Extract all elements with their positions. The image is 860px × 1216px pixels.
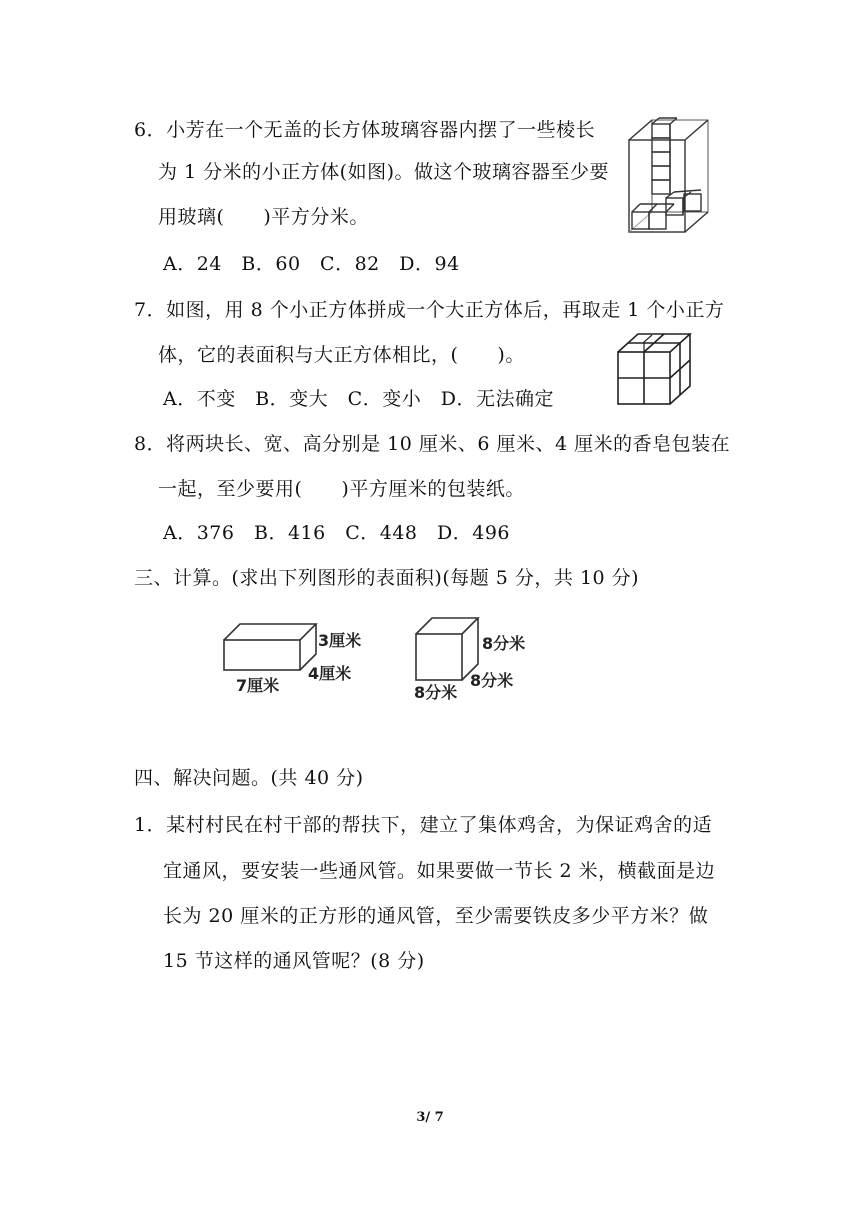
q6-options: A．24 B．60 C．82 D．94 <box>163 253 460 275</box>
q8-options: A．376 B．416 C．448 D．496 <box>163 522 511 544</box>
q6-line-2: 为 1 分米的小正方体(如图)。做这个玻璃容器至少要 <box>158 161 609 183</box>
cuboid-height-label: 3厘米 <box>318 631 362 650</box>
cube-dimension-figure <box>410 614 540 706</box>
cube-top-edge-label: 8分米 <box>482 634 526 653</box>
cuboid-length-label: 7厘米 <box>236 676 280 695</box>
problem1-line-1: 1．某村村民在村干部的帮扶下，建立了集体鸡舍，为保证鸡舍的适 <box>134 814 713 836</box>
page-number: 3/ 7 <box>416 1110 444 1125</box>
q6-line-1: 6．小芳在一个无盖的长方体玻璃容器内摆了一些棱长 <box>134 119 596 141</box>
q7-options: A．不变 B．变大 C．变小 D．无法确定 <box>163 388 554 410</box>
section3-heading: 三、计算。(求出下列图形的表面积)(每题 5 分，共 10 分) <box>134 567 640 589</box>
q6-line-3: 用玻璃( )平方分米。 <box>158 206 369 228</box>
cuboid-width-label: 4厘米 <box>308 664 352 683</box>
section4-heading: 四、解决问题。(共 40 分) <box>134 767 364 789</box>
q7-line-2: 体，它的表面积与大正方体相比，( )。 <box>158 344 525 366</box>
cube-front-edge-label: 8分米 <box>414 683 458 702</box>
q8-line-2: 一起，至少要用( )平方厘米的包装纸。 <box>158 478 525 500</box>
cube-side-edge-label: 8分米 <box>470 671 514 690</box>
cuboid-figure <box>218 618 378 700</box>
problem1-line-4: 15 节这样的通风管呢？(8 分) <box>163 950 425 972</box>
problem1-line-3: 长为 20 厘米的正方形的通风管，至少需要铁皮多少平方米？做 <box>163 905 709 927</box>
glass-container-figure <box>624 114 714 236</box>
cube-figure <box>612 330 694 408</box>
q8-line-1: 8．将两块长、宽、高分别是 10 厘米、6 厘米、4 厘米的香皂包装在 <box>134 433 731 455</box>
problem1-line-2: 宜通风，要安装一些通风管。如果要做一节长 2 米，横截面是边 <box>163 860 716 882</box>
q7-line-1: 7．如图，用 8 个小正方体拼成一个大正方体后，再取走 1 个小正方 <box>134 299 725 321</box>
